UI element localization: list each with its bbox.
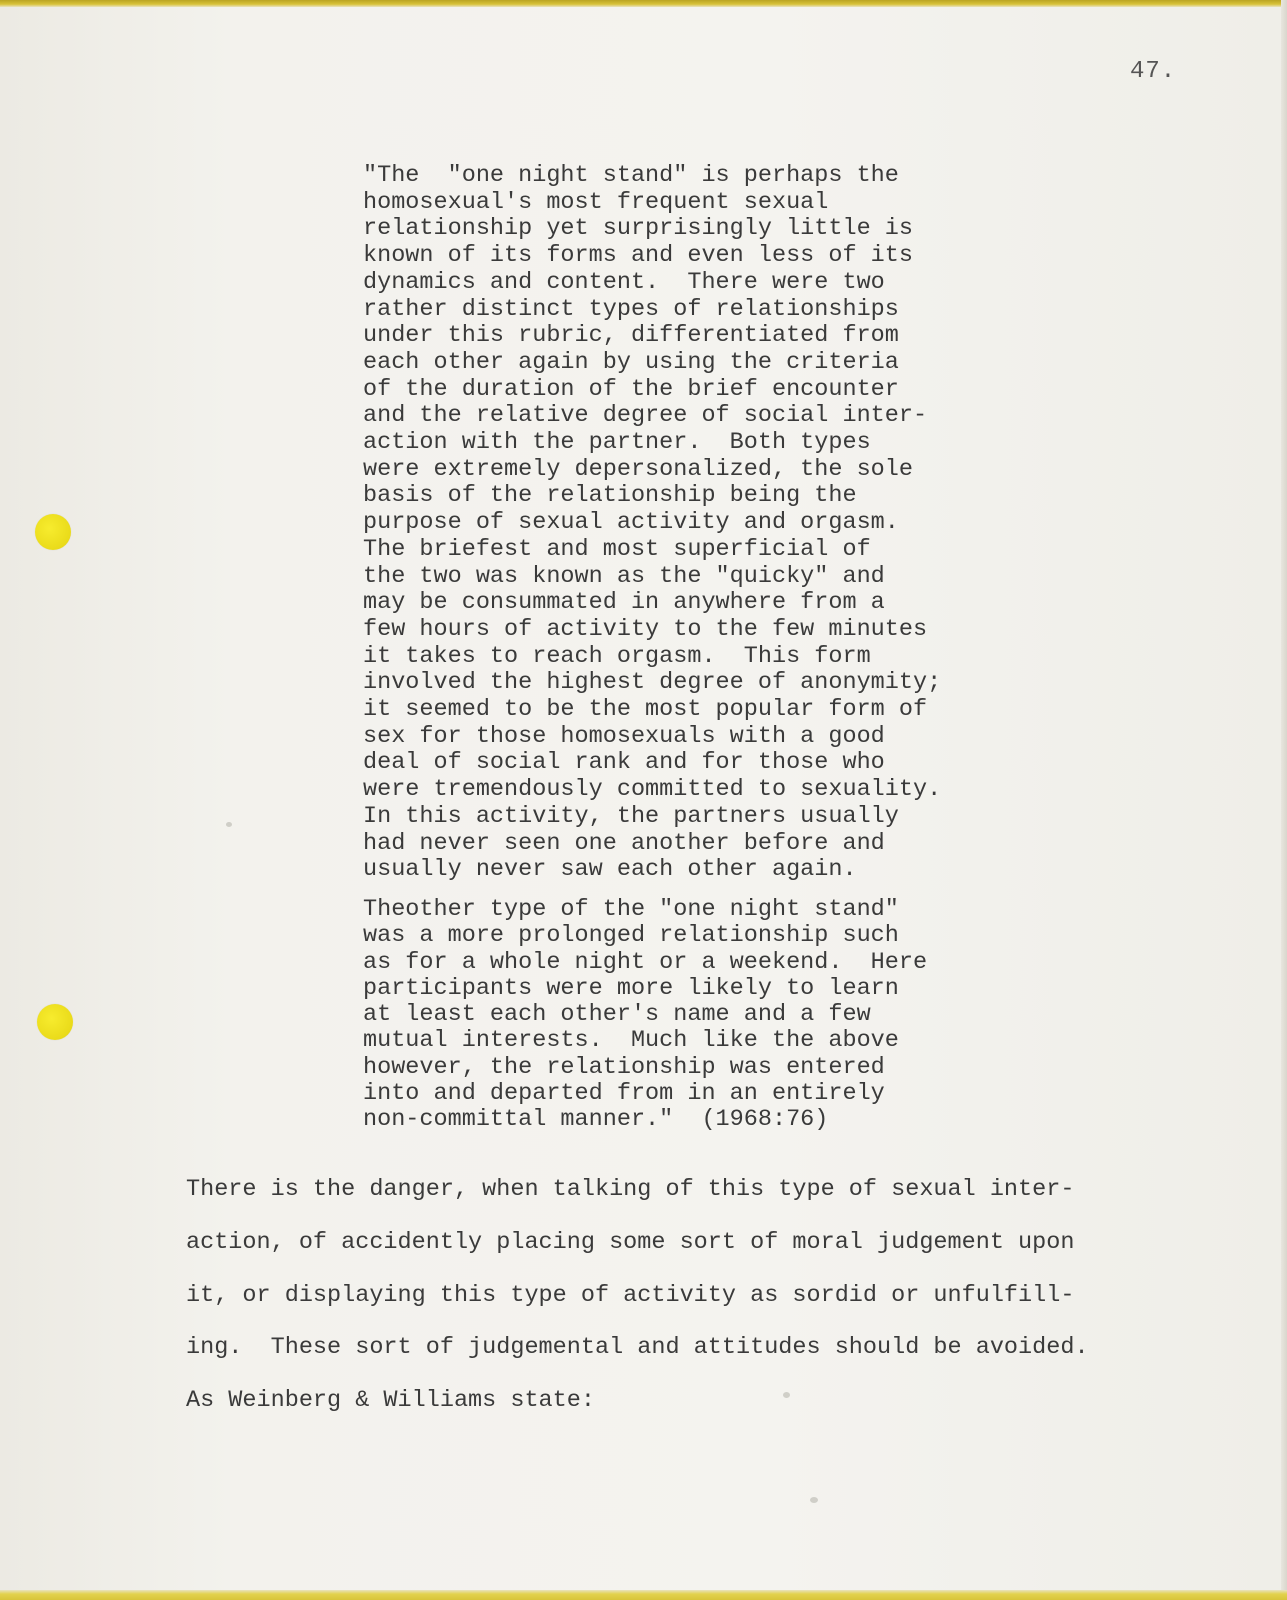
quote-line: rather distinct types of relationships	[363, 295, 899, 323]
quote-line: basis of the relationship being the	[363, 482, 857, 510]
body-paragraph	[186, 1164, 1266, 1428]
quote-line: into and departed from in an entirely	[363, 1080, 885, 1108]
quote-line: was a more prolonged relationship such	[363, 922, 899, 950]
paper-speck	[226, 822, 232, 827]
quote-line: at least each other's name and a few	[363, 1001, 871, 1029]
block-quote-paragraph-1	[363, 163, 1043, 884]
quote-line: action with the partner. Both types	[363, 429, 871, 457]
quote-line: sex for those homosexuals with a good	[363, 722, 885, 750]
body-line: As Weinberg & Williams state:	[186, 1387, 595, 1415]
quote-line: The briefest and most superficial of	[363, 535, 871, 563]
quote-line: were tremendously committed to sexuality.	[363, 776, 942, 804]
body-line: action, of accidently placing some sort of moral judgement upon	[186, 1228, 1075, 1256]
quote-line: participants were more likely to learn	[363, 974, 899, 1002]
quote-line: homosexual's most frequent sexual	[363, 188, 829, 216]
quote-line: each other again by using the criteria	[363, 348, 899, 376]
body-line: it, or displaying this type of activity as sordid or unfulfill-	[186, 1281, 1075, 1309]
quote-line: In this activity, the partners usually	[363, 802, 899, 830]
quote-line: may be consummated in anywhere from a	[363, 589, 885, 617]
binder-edge-bottom	[0, 1590, 1287, 1600]
quote-line: of the duration of the brief encounter	[363, 375, 899, 403]
quote-line: and the relative degree of social inter-	[363, 402, 928, 430]
quote-line: however, the relationship was entered	[363, 1053, 885, 1081]
punch-hole-upper	[35, 514, 71, 550]
quote-line: the two was known as the "quicky" and	[363, 562, 885, 590]
quote-line: as for a whole night or a weekend. Here	[363, 948, 928, 976]
quote-line: relationship yet surprisingly little is	[363, 215, 913, 243]
quote-line: deal of social rank and for those who	[363, 749, 885, 777]
punch-hole-lower	[37, 1004, 73, 1040]
page-edge-right	[1281, 0, 1287, 1600]
binder-edge-top	[0, 0, 1287, 7]
quote-line: involved the highest degree of anonymity;	[363, 669, 942, 697]
quote-line: had never seen one another before and	[363, 829, 885, 857]
block-quote-paragraph-2	[363, 897, 1043, 1134]
quote-line: it seemed to be the most popular form of	[363, 696, 928, 724]
quote-line: Theother type of the "one night stand"	[363, 896, 899, 923]
quote-line: usually never saw each other again.	[363, 856, 857, 884]
quote-line: known of its forms and even less of its	[363, 242, 913, 270]
page-number: 47.	[1130, 58, 1177, 85]
quote-line: dynamics and content. There were two	[363, 268, 885, 296]
quote-line: mutual interests. Much like the above	[363, 1027, 899, 1055]
body-line: There is the danger, when talking of this type of sexual inter-	[186, 1176, 1075, 1203]
quote-line: few hours of activity to the few minutes	[363, 615, 928, 643]
quote-line: purpose of sexual activity and orgasm.	[363, 509, 899, 537]
quote-line: non-committal manner." (1968:76)	[363, 1106, 829, 1134]
paper-speck	[810, 1497, 818, 1503]
quote-line: it takes to reach orgasm. This form	[363, 642, 871, 670]
body-line: ing. These sort of judgemental and attitudes should be avoided.	[186, 1334, 1089, 1362]
quote-line: were extremely depersonalized, the sole	[363, 455, 913, 483]
quote-line: under this rubric, differentiated from	[363, 322, 899, 350]
quote-line: "The "one night stand" is perhaps the	[363, 162, 899, 189]
